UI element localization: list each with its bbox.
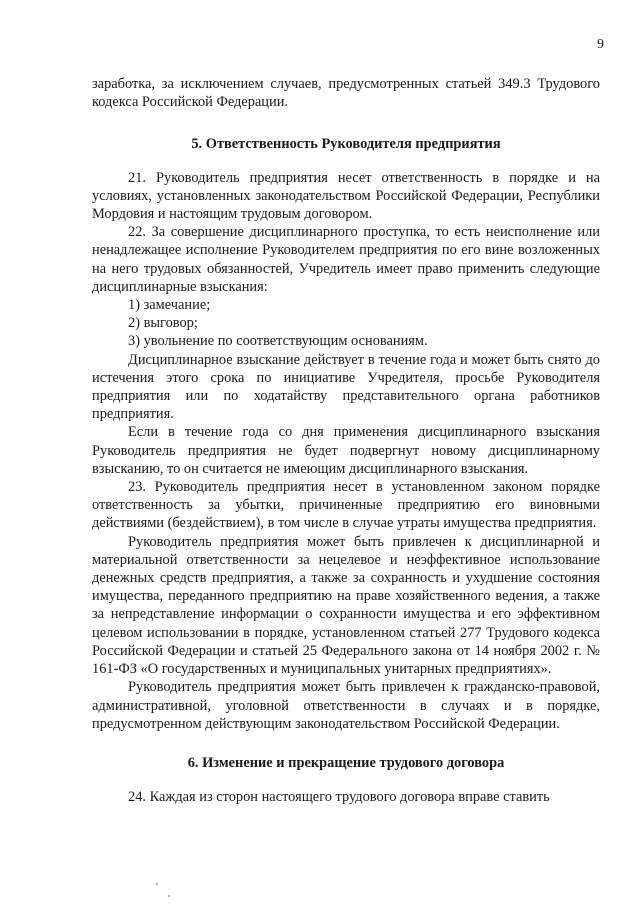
section-5-title: 5. Ответственность Руководителя предприятия xyxy=(191,136,501,153)
paragraph-21: 21. Руководитель предприятия несет ответственность в порядке и на условиях, установленных законодательством Российской Федерации, Республики Мордовия и настоящим трудовым договором. xyxy=(92,169,600,223)
paragraph-disciplinary-expiry: Если в течение года со дня применения дисциплинарного взыскания Руководитель предприятия не будет подвергнут новому дисциплинарному взысканию, то он считается не имеющим дисциплинарного взыскания. xyxy=(92,424,600,477)
list-item-dismissal: 3) увольнение по соответствующим основаниям. xyxy=(128,333,428,350)
scan-speck xyxy=(168,895,170,897)
paragraph-civil-liability: Руководитель предприятия может быть привлечен к гражданско-правовой, административной, уголовной ответственности в случаях и в порядке, предусмотренном действующим законодательством Российской Федерации. xyxy=(92,679,600,732)
paragraph-material-liability: Руководитель предприятия может быть привлечен к дисциплинарной и материальной ответственности за нецелевое и неэффективное использование денежных средств предприятия, а также за сохранность и ухудшение состояния имущества, переданного предприятию на праве хозяйственного ведения, а также за непредставление информации о сохранности имущества и его эффективном целевом использовании в порядке, установленном статьей 277 Трудового кодекса Российской Федерации и статьей 25 Федерального закона от 14 ноября 2002 г. № 161-ФЗ «О государственных и муниципальных унитарных предприятиях». xyxy=(92,533,600,678)
paragraph-23: 23. Руководитель предприятия несет в установленном законом порядке ответственность за убытки, причиненные предприятию его виновными действиями (бездействием), в том числе в случае утраты имущества предприятия. xyxy=(92,479,600,532)
scan-speck xyxy=(156,883,158,885)
list-item-reprimand: 2) выговор; xyxy=(128,315,198,332)
paragraph-22: 22. За совершение дисциплинарного проступка, то есть неисполнение или ненадлежащее исполнение Руководителем предприятия по его вине возложенных на него трудовых обязанностей, Учредитель имеет право применить следующие дисциплинарные взыскания: xyxy=(92,224,600,295)
document-body xyxy=(92,75,600,806)
list-item-remark: 1) замечание; xyxy=(128,297,211,314)
paragraph-24: 24. Каждая из сторон настоящего трудового договора вправе ставить xyxy=(128,789,550,806)
page-number: 9 xyxy=(597,37,604,52)
section-6-title: 6. Изменение и прекращение трудового договора xyxy=(187,754,505,771)
paragraph-intro-continuation: заработка, за исключением случаев, предусмотренных статьей 349.3 Трудового кодекса Российской Федерации. xyxy=(92,76,600,111)
paragraph-disciplinary-period: Дисциплинарное взыскание действует в течение года и может быть снято до истечения этого срока по инициативе Учредителя, просьбе Руководителя предприятия или по ходатайству представительного органа работников предприятия. xyxy=(92,351,600,423)
